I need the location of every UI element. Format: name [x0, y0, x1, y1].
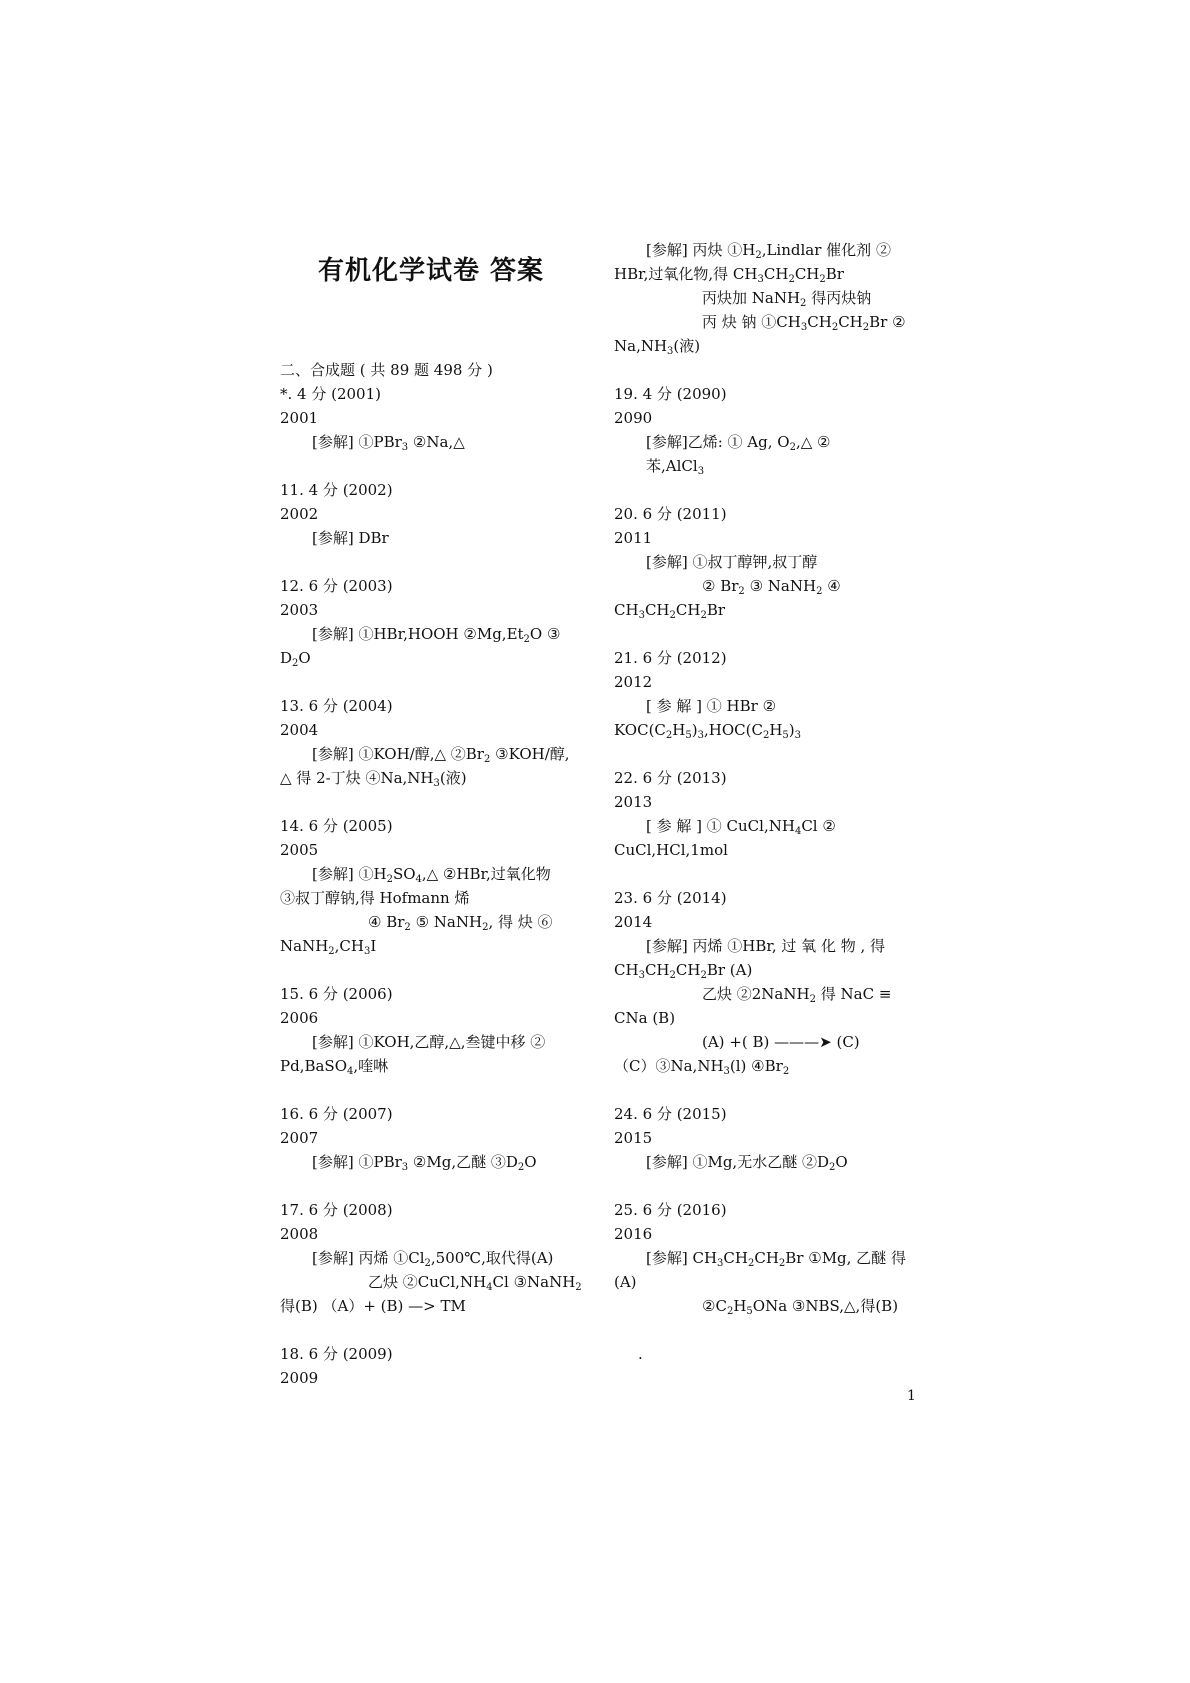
answer-text: 乙炔 ②2NaNH$_2$ 得 NaC ≡ — [702, 985, 892, 1005]
answer-text: $KOC(C_2H_5)_3,HOC(C_2H_5)_3$ — [614, 721, 802, 741]
answer-text: [参解] ①PBr$_3$ ②Mg,乙醚 $③D_2O$ — [312, 1153, 537, 1173]
answer-text: [参解] ①叔丁醇钾,叔丁醇 — [646, 553, 818, 571]
answer-text: [参解] $①H_2SO_4,\triangle$ ②HBr,过氧化物 — [312, 865, 551, 885]
answer-text: $②C_2H_5ONa$ ③NBS,△,得(B) — [702, 1297, 899, 1317]
question-code: 2002 — [280, 505, 319, 523]
question-header: 19. 4 分 (2090) — [614, 385, 727, 403]
answer-text: 丙炔加 NaNH$_2$ 得丙炔钠 — [702, 289, 872, 309]
answer-text: [参解]乙烯: ① Ag, $O_2,\triangle$ ② — [646, 433, 831, 453]
answer-text: 苯,AlCl$_3$ — [646, 457, 705, 477]
question-header: 20. 6 分 (2011) — [614, 505, 727, 523]
answer-text: $CH_3CH_2CH_2Br$ (A) — [614, 961, 753, 981]
answer-text: [参解] 丙烯 ①HBr, 过 氧 化 物 , 得 — [646, 937, 886, 955]
answer-text: $CH_3CH_2CH_2Br$ — [614, 601, 726, 621]
answer-text: ④ $Br_2$ ⑤ NaNH$_2$, 得 炔 ⑥ — [368, 913, 553, 933]
question-code: 2014 — [614, 913, 653, 931]
answer-text: Pd,BaSO$_4$,喹啉 — [280, 1057, 389, 1077]
answer-text: CuCl,HCl,1mol — [614, 841, 728, 859]
question-code: 2011 — [614, 529, 653, 547]
question-code: 2090 — [614, 409, 653, 427]
answer-text: $Na,NH_3$(液) — [614, 337, 701, 357]
question-code: 2015 — [614, 1129, 653, 1147]
answer-text: CNa (B) — [614, 1009, 676, 1027]
question-code: 2007 — [280, 1129, 319, 1147]
question-code: 2012 — [614, 673, 653, 691]
question-header: *. 4 分 (2001) — [280, 385, 381, 403]
question-header: 18. 6 分 (2009) — [280, 1345, 393, 1363]
question-code: 2001 — [280, 409, 319, 427]
answer-text: 乙炔 $②CuCl,NH_4Cl$ ③NaNH$_2$ — [368, 1273, 582, 1293]
answer-text: $(C)③Na,NH_3(l)$ $④Br_2$ — [614, 1057, 790, 1077]
question-code: 2008 — [280, 1225, 319, 1243]
question-header: 17. 6 分 (2008) — [280, 1201, 393, 1219]
question-code: 2016 — [614, 1225, 653, 1243]
answer-text: [参解] ①PBr$_3$ ②Na,△ — [312, 433, 465, 453]
answer-text: [参解] 丙烯 $①Cl_2,500℃$,取代得(A) — [312, 1249, 554, 1269]
question-code: 2004 — [280, 721, 319, 739]
question-code: 2009 — [280, 1369, 319, 1387]
answer-text: (A) — [614, 1273, 637, 1291]
answer-text: [参解] ①Mg,无水乙醚 $②D_2O$ — [646, 1153, 848, 1173]
page-number: 1 — [907, 1388, 916, 1404]
answer-text: ③叔丁醇钠,得 Hofmann 烯 — [280, 889, 470, 907]
answer-text: [参解] ①KOH,乙醇,△,叁键中移 ② — [312, 1033, 546, 1051]
answer-text: △ 得 2-丁炔 $④Na,NH_3$(液) — [280, 769, 467, 789]
answer-text: [ 参 解 ] ① HBr ② — [646, 697, 777, 715]
document-title: 有机化学试卷 答案 — [318, 256, 545, 286]
question-header: 16. 6 分 (2007) — [280, 1105, 393, 1123]
question-header: 23. 6 分 (2014) — [614, 889, 727, 907]
question-code: 2006 — [280, 1009, 319, 1027]
question-code: 2003 — [280, 601, 319, 619]
answer-text: ② $Br_2$ ③ NaNH$_2$ ④ — [702, 577, 841, 597]
question-header: 25. 6 分 (2016) — [614, 1201, 727, 1219]
stray-dot: . — [638, 1345, 643, 1363]
answer-text: HBr,过氧化物,得 $CH_3CH_2CH_2Br$ — [614, 265, 844, 285]
question-header: 24. 6 分 (2015) — [614, 1105, 727, 1123]
question-header: 12. 6 分 (2003) — [280, 577, 393, 595]
question-header: 21. 6 分 (2012) — [614, 649, 727, 667]
question-header: 14. 6 分 (2005) — [280, 817, 393, 835]
section-heading: 二、合成题 ( 共 89 题 498 分 ) — [280, 361, 493, 379]
answer-text: [参解] ①HBr,HOOH $②Mg,Et_2O$ ③ — [312, 625, 561, 645]
answer-text: [参解] 丙炔 $①H_2,Lindlar$ 催化剂 ② — [646, 241, 891, 261]
answer-text: [参解] DBr — [312, 529, 389, 547]
answer-text: 得(B) （A）+ (B) —> TM — [280, 1297, 466, 1315]
answer-text: $D_2O$ — [280, 649, 311, 669]
answer-text: 丙 炔 钠 $①CH_3CH_2CH_2Br$ ② — [702, 313, 906, 333]
answer-text: [参解] $CH_3CH_2CH_2Br$ ①Mg, 乙醚 得 — [646, 1249, 906, 1269]
question-code: 2013 — [614, 793, 653, 811]
question-header: 13. 6 分 (2004) — [280, 697, 393, 715]
question-header: 11. 4 分 (2002) — [280, 481, 393, 499]
question-code: 2005 — [280, 841, 319, 859]
answer-text: $NaNH_2,CH_3I$ — [280, 937, 377, 957]
question-header: 15. 6 分 (2006) — [280, 985, 393, 1003]
answer-text: (A) +( B) ———➤ (C) — [702, 1033, 860, 1051]
question-header: 22. 6 分 (2013) — [614, 769, 727, 787]
answer-text: [参解] ①KOH/醇,△ $②Br_2$ ③KOH/醇, — [312, 745, 570, 765]
answer-text: [ 参 解 ] ① $CuCl,NH_4Cl$ ② — [646, 817, 836, 837]
